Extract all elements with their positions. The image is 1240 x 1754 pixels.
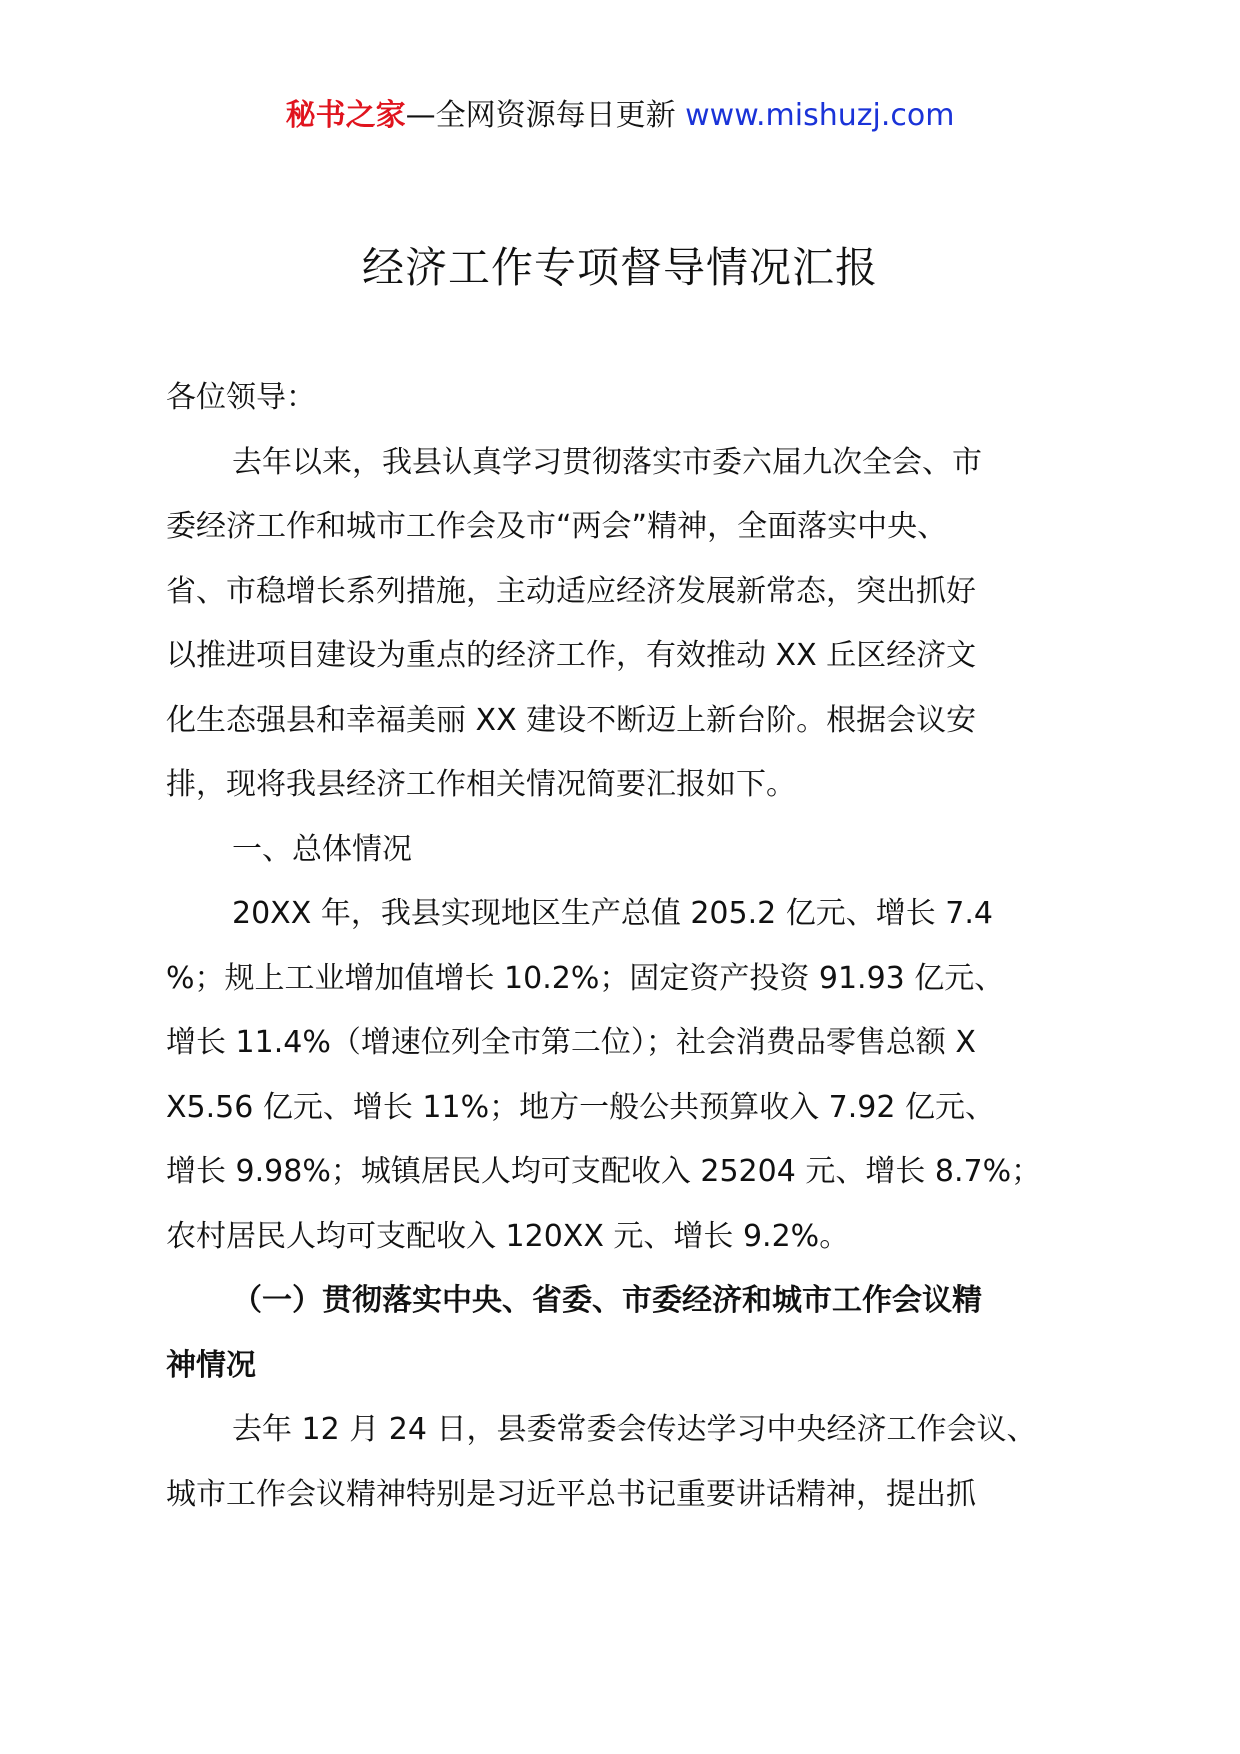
paragraph-line: 委经济工作和城市工作会及市“两会”精神，全面落实中央、 (166, 509, 948, 544)
paragraph-line: X5.56 亿元、增长 11%；地方一般公共预算收入 7.92 亿元、 (166, 1089, 995, 1125)
document-body (166, 366, 1096, 1527)
paragraph-line: 省、市稳增长系列措施，主动适应经济发展新常态，突出抓好 (166, 573, 976, 609)
paragraph-line: 去年以来，我县认真学习贯彻落实市委六届九次全会、市 (232, 444, 982, 480)
site-tagline: —全网资源每日更新 (405, 98, 686, 133)
paragraph-line: 排，现将我县经济工作相关情况简要汇报如下。 (166, 767, 796, 802)
site-url[interactable]: www.mishuzj.com (685, 98, 955, 133)
paragraph-line: 增长 9.98%；城镇居民人均可支配收入 25204 元、增长 8.7%； (166, 1154, 1042, 1189)
paragraph-line: 化生态强县和幸福美丽 XX 建设不断迈上新台阶。根据会议安 (166, 702, 977, 738)
paragraph-line: 农村居民人均可支配收入 120XX 元、增长 9.2%。 (166, 1218, 850, 1254)
salutation: 各位领导： (166, 380, 316, 415)
document-title: 经济工作专项督导情况汇报 (361, 243, 878, 292)
paragraph-line: 20XX 年，我县实现地区生产总值 205.2 亿元、增长 7.4 (232, 896, 994, 931)
paragraph-line: 去年 12 月 24 日，县委常委会传达学习中央经济工作会议、 (232, 1412, 1037, 1447)
paragraph-line: 增长 11.4%（增速位列全市第二位）；社会消费品零售总额 X (166, 1025, 976, 1060)
paragraph-line: 以推进项目建设为重点的经济工作，有效推动 XX 丘区经济文 (166, 638, 977, 673)
subsection-heading-continued: 神情况 (166, 1347, 256, 1383)
paragraph-line: %；规上工业增加值增长 10.2%；固定资产投资 91.93 亿元、 (166, 960, 1005, 996)
site-banner (0, 96, 1240, 136)
section-heading: 一、总体情况 (232, 831, 412, 867)
subsection-heading: （一）贯彻落实中央、省委、市委经济和城市工作会议精 (232, 1283, 982, 1318)
site-brand: 秘书之家 (285, 98, 406, 133)
paragraph-line: 城市工作会议精神特别是习近平总书记重要讲话精神，提出抓 (166, 1476, 976, 1512)
